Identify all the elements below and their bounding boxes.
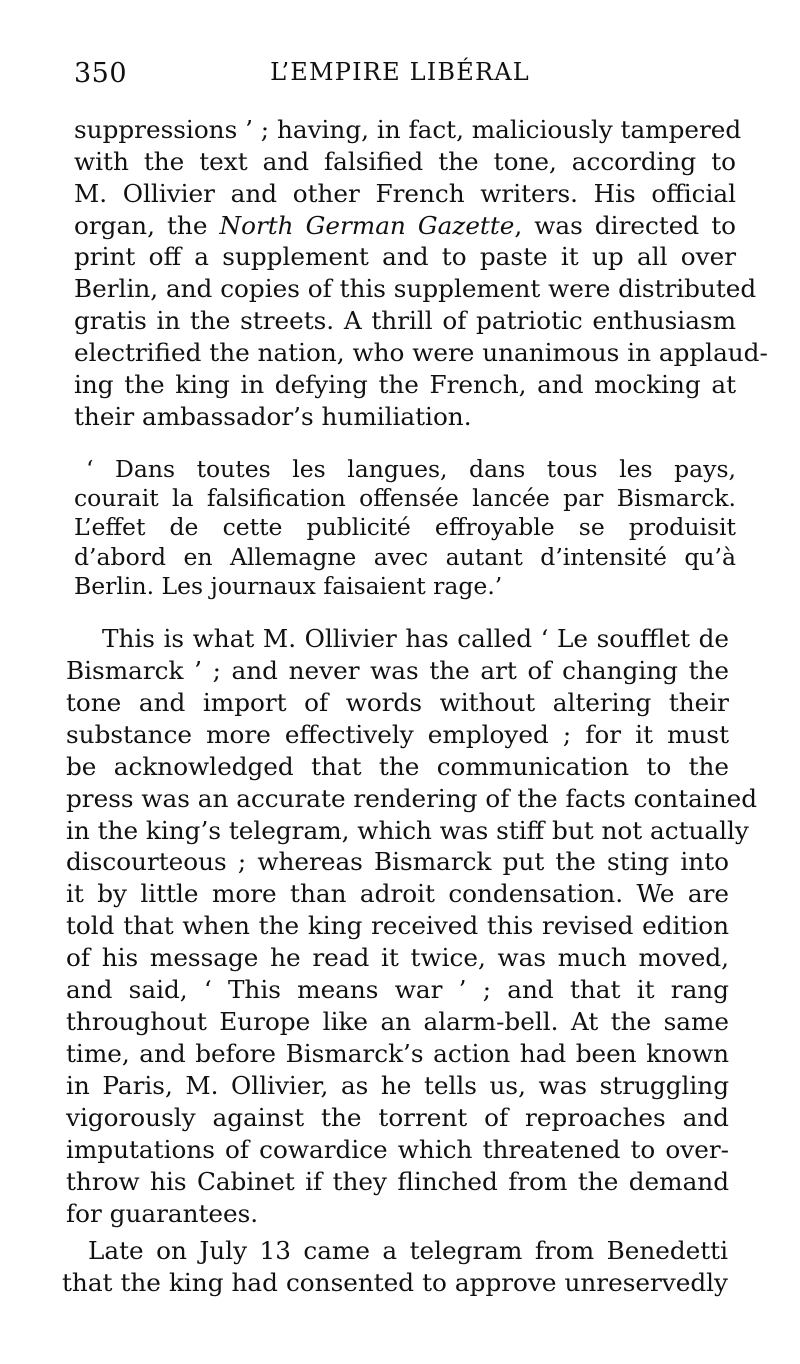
text-line: Berlin, and copies of this supplement were distributed	[74, 274, 757, 304]
text-line: vigorously against the torrent of reproaches and	[66, 1102, 729, 1132]
text-line: discourteous ; whereas Bismarck put the sting into	[66, 847, 729, 877]
text-line: press was an accurate rendering of the facts contained	[66, 783, 758, 813]
page-header	[74, 58, 726, 98]
text-line	[74, 210, 736, 242]
text-line: in the king’s telegram, which was stiff but not actually	[66, 815, 749, 845]
text-line: gratis in the streets. A thrill of patriotic enthusiasm	[74, 306, 736, 336]
text-line: throw his Cabinet if they flinched from the demand	[66, 1166, 729, 1196]
text-line: tone and import of words without altering their	[66, 687, 729, 717]
text-line: be acknowledged that the communication to the	[66, 751, 729, 781]
text-line: suppressions ’ ; having, in fact, maliciously tampered	[74, 115, 742, 144]
text-fragment: organ, the	[74, 210, 208, 240]
text-line: imputations of cowardice which threatened to over-	[66, 1134, 729, 1164]
text-line: it by little more than adroit condensation. We are	[66, 879, 729, 909]
page-number: 350	[74, 58, 128, 89]
block-quote	[74, 455, 736, 601]
running-head: L’EMPIRE LIBÉRAL	[270, 58, 530, 86]
text-line: their ambassador’s humiliation.	[74, 401, 472, 431]
italic-title: North German Gazette	[219, 210, 515, 240]
text-line: of his message he read it twice, was much moved,	[66, 943, 729, 973]
quote-line: courait la falsification offensée lancée par Bismarck.	[74, 484, 736, 513]
text-line: for guarantees.	[66, 1198, 259, 1228]
text-line: Late on July 13 came a telegram from Benedetti	[88, 1236, 728, 1265]
text-line: ing the king in defying the French, and mocking at	[74, 369, 736, 399]
text-line: substance more effectively employed ; for it must	[66, 719, 729, 749]
paragraph-2	[66, 623, 758, 1230]
text-line: throughout Europe like an alarm-bell. At the same	[66, 1007, 729, 1037]
text-line: in Paris, M. Ollivier, as he tells us, was struggling	[66, 1070, 729, 1100]
text-line: with the text and falsified the tone, according to	[74, 146, 736, 176]
text-line: print off a supplement and to paste it up all over	[74, 242, 736, 272]
quote-line: L’effet de cette publicité effroyable se produisit	[74, 513, 736, 542]
paragraph-1	[74, 114, 768, 432]
text-line: time, and before Bismarck’s action had been known	[66, 1038, 729, 1068]
quote-line: ‘ Dans toutes les langues, dans tous les pays,	[86, 455, 736, 483]
quote-line: Berlin. Les journaux faisaient rage.’	[74, 571, 503, 600]
paragraph-3	[62, 1235, 728, 1299]
text-line: and said, ‘ This means war ’ ; and that it rang	[66, 975, 729, 1005]
text-line: M. Ollivier and other French writers. His official	[74, 178, 736, 208]
text-line: electrified the nation, who were unanimous in applaud-	[74, 337, 768, 367]
text-fragment: , was directed to	[514, 210, 736, 240]
text-line: that the king had consented to approve unreservedly	[62, 1268, 728, 1297]
text-line: Bismarck ’ ; and never was the art of changing the	[66, 655, 729, 685]
quote-line: d’abord en Allemagne avec autant d’intensité qu’à	[74, 542, 736, 571]
text-line: This is what M. Ollivier has called ‘ Le soufflet de	[102, 624, 729, 653]
text-line: told that when the king received this revised edition	[66, 911, 729, 941]
